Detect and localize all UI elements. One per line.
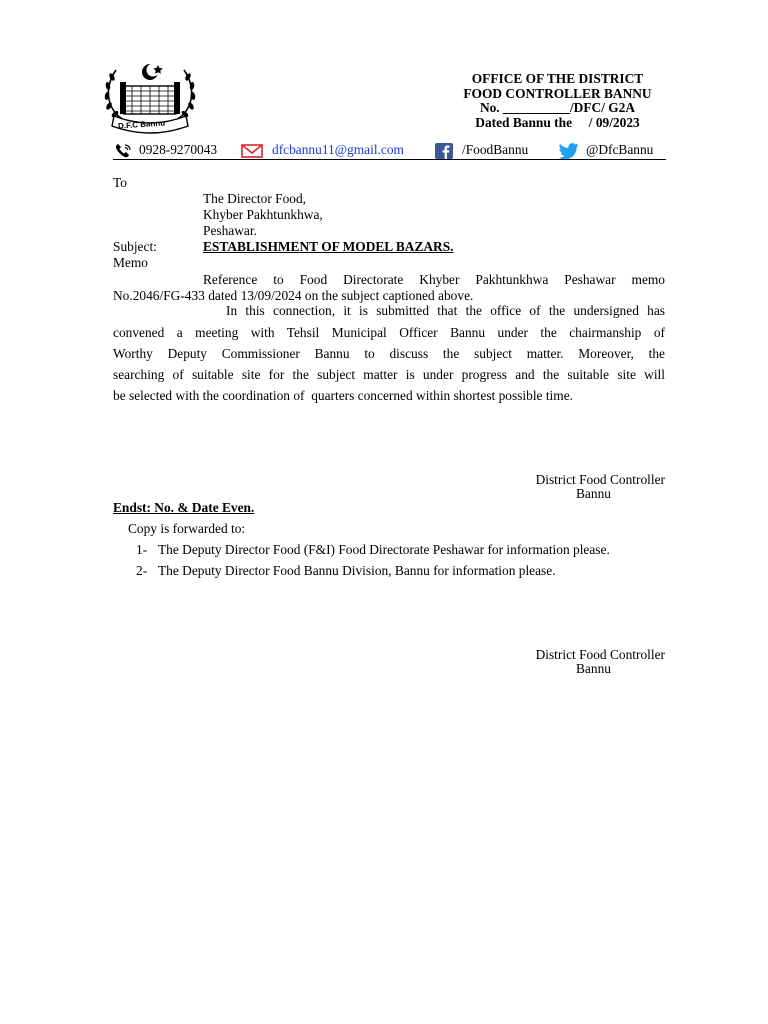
- phone-number: 0928-9270043: [139, 142, 218, 157]
- subject-label: Subject:: [113, 239, 157, 254]
- to-label: To: [113, 175, 127, 190]
- addressee-line-3: Peshawar.: [203, 223, 257, 238]
- endorsement-signature-title: District Food Controller: [535, 647, 665, 662]
- paragraph-2-line-1: In this connection, it is submitted that the office of the undersigned has: [226, 303, 665, 318]
- facebook-icon: [435, 143, 453, 163]
- endorsement-label: Endst: No. & Date Even.: [113, 500, 255, 515]
- email-link[interactable]: dfcbannu11@gmail.com: [272, 142, 404, 157]
- copy-item-2-number: 2-: [136, 563, 148, 578]
- signature-title: District Food Controller: [535, 472, 665, 487]
- memo-label: Memo: [113, 255, 148, 270]
- addressee-line-1: The Director Food,: [203, 191, 307, 206]
- office-header: [430, 72, 685, 130]
- office-line-2: FOOD CONTROLLER BANNU: [463, 85, 652, 101]
- paragraph-2-line-4: searching of suitable site for the subject matter is under progress and the suitable site will: [113, 367, 665, 382]
- signature-place: Bannu: [576, 486, 611, 501]
- paragraph-2-line-2: convened a meeting with Tehsil Municipal Officer Bannu under the chairmanship of: [113, 325, 665, 340]
- dated-line: Dated Bannu the / 09/2023: [475, 114, 640, 130]
- paragraph-2-line-3: Worthy Deputy Commissioner Bannu to discuss the subject matter. Moreover, the: [113, 346, 665, 361]
- phone-icon: [115, 143, 133, 162]
- department-logo: [100, 56, 200, 136]
- twitter-icon: [559, 143, 579, 163]
- copy-item-1-text: The Deputy Director Food (F&I) Food Directorate Peshawar for information please.: [158, 542, 610, 557]
- paragraph-1-line-1: Reference to Food Directorate Khyber Pakhtunkhwa Peshawar memo: [203, 272, 665, 287]
- facebook-handle[interactable]: /FoodBannu: [462, 142, 529, 157]
- copy-item-1-number: 1-: [136, 542, 148, 557]
- copy-item-2-text: The Deputy Director Food Bannu Division, Bannu for information please.: [158, 563, 556, 578]
- endorsement-signature-place: Bannu: [576, 661, 611, 676]
- addressee-line-2: Khyber Pakhtunkhwa,: [203, 207, 323, 222]
- paragraph-2-line-5: be selected with the coordination of quarters concerned within shortest possible time.: [113, 388, 573, 403]
- contact-bar: [113, 141, 666, 160]
- reference-number: No. __________/DFC/ G2A: [479, 100, 636, 115]
- paragraph-1-line-2: No.2046/FG-433 dated 13/09/2024 on the subject captioned above.: [113, 288, 474, 303]
- envelope-icon: [241, 144, 263, 162]
- copy-forwarded-label: Copy is forwarded to:: [128, 521, 246, 536]
- twitter-handle[interactable]: @DfcBannu: [586, 142, 654, 157]
- subject-text: ESTABLISHMENT OF MODEL BAZARS.: [203, 239, 454, 254]
- logo-ribbon-text: D.F.C Bannu: [117, 118, 166, 131]
- office-line-1: OFFICE OF THE DISTRICT: [471, 71, 644, 86]
